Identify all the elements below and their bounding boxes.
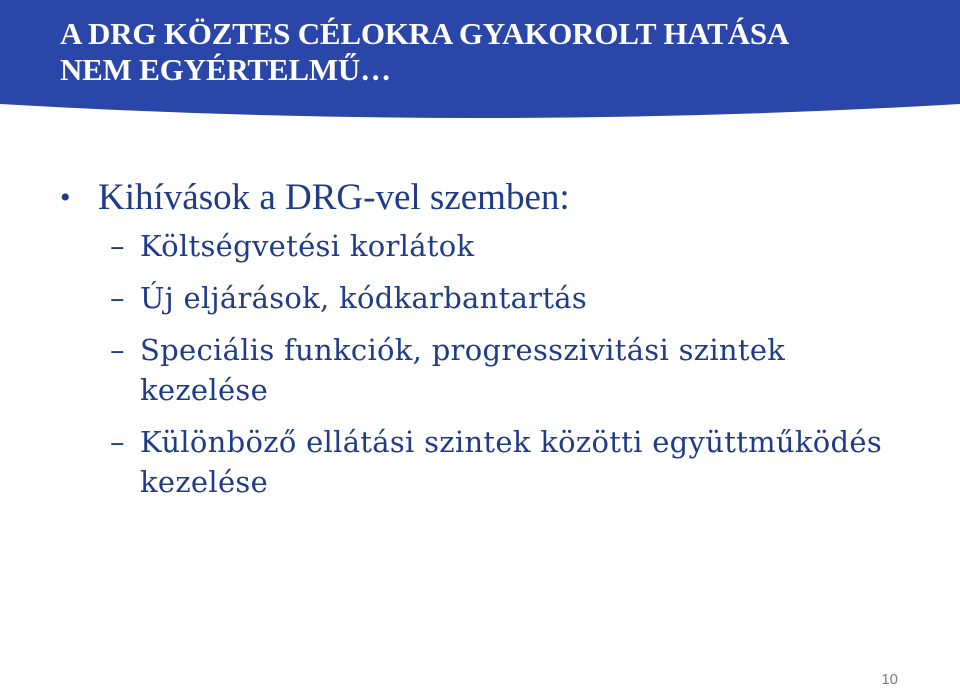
dash-icon: –: [110, 281, 125, 315]
sub-bullet-text: Költségvetési korlátok: [140, 229, 475, 263]
bullet-icon: •: [60, 181, 71, 214]
page-number: 10: [881, 671, 898, 688]
title-banner: [0, 0, 960, 132]
dash-icon: –: [110, 425, 125, 459]
sub-bullet-text: Speciális funkciók, progresszivitási szintek kezelése: [140, 333, 786, 407]
sub-bullet-item: [60, 226, 920, 266]
sub-bullet-item: [60, 422, 920, 502]
slide-title-line-2: NEM EGYÉRTELMŰ…: [60, 52, 391, 87]
main-bullet-text: Kihívások a DRG-vel szemben:: [98, 177, 570, 218]
sub-bullet-item: [60, 330, 920, 410]
slide-body: [60, 176, 920, 514]
dash-icon: –: [110, 333, 125, 367]
slide-title-line-1: A DRG KÖZTES CÉLOKRA GYAKOROLT HATÁSA: [60, 16, 790, 51]
dash-icon: –: [110, 229, 125, 263]
sub-bullet-item: [60, 278, 920, 318]
sub-bullet-text: Különböző ellátási szintek közötti együttműködés kezelése: [140, 425, 883, 499]
sub-bullet-text: Új eljárások, kódkarbantartás: [140, 281, 588, 315]
main-bullet-item: [60, 176, 920, 220]
slide-title: [60, 16, 940, 88]
